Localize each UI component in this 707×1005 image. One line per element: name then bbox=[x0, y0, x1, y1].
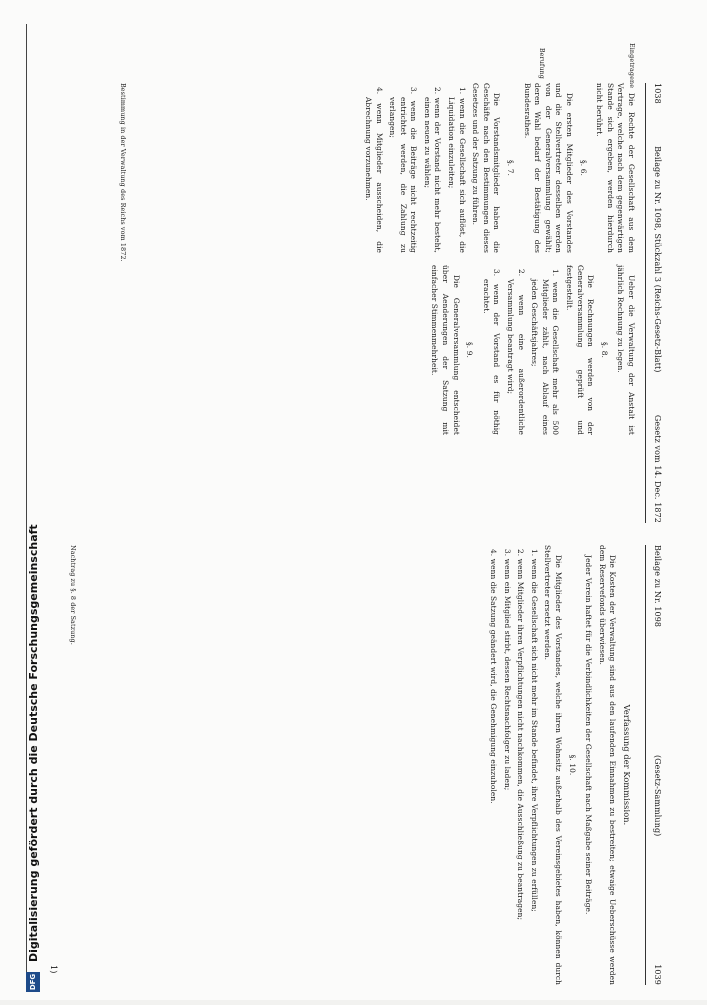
paragraph: Die Rechnungen werden von der Generalversammlung geprüft und festgestellt. bbox=[565, 265, 596, 435]
right-header-rule bbox=[645, 545, 646, 985]
paragraph: Die Generalversammlung entscheidet über Aenderungen der Satzung mit einfacher Stimmenmehrheit. bbox=[430, 265, 461, 435]
list-item: 3. wenn ein Mitglied stirbt, dessen Rechtsnachfolger zu laden; bbox=[502, 549, 512, 791]
section-number: §. 8. bbox=[599, 342, 609, 358]
side-note: Berufung bbox=[538, 47, 546, 79]
list-item: 4. wenn die Satzung geändert wird, die Genehmigung einzuholen. bbox=[489, 549, 499, 804]
corner-mark: 1) bbox=[49, 965, 58, 974]
footnote: Nachtrag zu §. 8 der Satzung. bbox=[69, 545, 77, 645]
left-running-head bbox=[651, 83, 662, 523]
list-item: 1. wenn die Gesellschaft sich auflöst, die Liquidation einzuleiten; bbox=[447, 87, 467, 253]
paragraph: Jeder Verein haftet für die Verbindlichkeiten der Gesellschaft nach Maßgabe seiner Beiträge. bbox=[584, 555, 594, 915]
funding-credit: Digitalisierung gefördert durch die Deutsche Forschungsgemeinschaft bbox=[26, 524, 40, 962]
list-item: 3. wenn die Beiträge nicht rechtzeitig entrichtet werden, die Zahlung zu verlangen; bbox=[388, 87, 419, 253]
dfg-logo-icon: DFG bbox=[26, 972, 40, 992]
left-page-date: Gesetz vom 14. Dec. 1872 bbox=[653, 414, 662, 523]
left-page-column-2 bbox=[426, 265, 636, 435]
paragraph: Ueber die Verwaltung der Anstalt ist jährlich Rechnung zu legen. bbox=[616, 265, 636, 435]
list-item: 2. wenn eine außerordentliche Versammlung beantragt wird; bbox=[506, 269, 526, 435]
digitization-banner bbox=[22, 0, 44, 1000]
paragraph: Die ersten Mitglieder des Vorstandes und die Stellvertreter desselben werden von der Generalversammlung gewählt; deren Wahl bedarf der Bestätigung des Bundesrathes. bbox=[522, 83, 575, 253]
section-number: §. 6. bbox=[578, 160, 588, 176]
list-item: 2. wenn Mitglieder ihren Verpflichtungen nicht nachkommen, die Ausschließung zu beantragen; bbox=[516, 549, 526, 921]
left-header-rule bbox=[645, 83, 646, 523]
rotated-page-spread bbox=[28, 43, 668, 1005]
right-page-body bbox=[484, 545, 636, 985]
side-note: Eingetragene bbox=[628, 43, 636, 89]
list-item: 1. wenn die Gesellschaft mehr als 500 Mitglieder zählt, nach Ablauf eines jeden Geschäftsjahres; bbox=[530, 269, 561, 435]
list-item: 3. wenn der Vorstand es für nöthig erachtet. bbox=[481, 269, 502, 435]
section-number: §. 9. bbox=[465, 342, 475, 358]
list-item: 1. wenn die Gesellschaft sich nicht mehr im Stande befindet, ihre Verpflichtungen zu erfüllen; bbox=[529, 549, 539, 912]
paragraph: Die Mitglieder des Vorstandes, welche ihren Wohnsitz außerhalb des Vereinsgebietes haben, können durch Stellvertreter ersetzt werden. bbox=[543, 545, 564, 985]
paragraph: Die Kosten der Verwaltung sind aus den laufenden Einnahmen zu bestreiten; etwaige Ueberschüsse werden dem Reservefonds überwiesen. bbox=[597, 545, 618, 985]
section-heading: Verfassung der Kommission. bbox=[622, 704, 632, 826]
list-item: 2. wenn der Vorstand nicht mehr besteht, einen neuen zu wählen; bbox=[422, 87, 443, 253]
list-item: 4. wenn Mitglieder ausscheiden, die Abrechnung vorzunehmen. bbox=[363, 87, 384, 253]
section-number: §. 7. bbox=[506, 160, 516, 176]
paragraph: Die Vorstandsmitglieder haben die Geschäfte nach den Bestimmungen dieses Gesetzes und der Satzung zu führen. bbox=[471, 83, 502, 253]
section-number: §. 10. bbox=[567, 754, 577, 776]
right-page-issue: (Gesetz-Sammlung) bbox=[653, 754, 662, 837]
right-running-head bbox=[651, 545, 662, 985]
right-page-prefix: Beilage zu Nr. 1098 bbox=[653, 545, 662, 628]
right-page-number: 1039 bbox=[653, 964, 662, 985]
left-page-prefix: 1038 bbox=[653, 83, 662, 104]
left-page-issue: Beilage zu Nr. 1098, Stückzahl 3 (Reichs-Gesetz-Blatt) bbox=[653, 146, 662, 373]
paragraph: Die Rechte der Gesellschaft aus dem Vertrage, welche nach dem gegenwärtigen Stande sich ergeben, werden hierdurch nicht berührt. bbox=[595, 83, 636, 253]
left-page-column-1 bbox=[359, 43, 636, 253]
footnote: Bestimmung in der Verwaltung des Reichs vom 1872. bbox=[119, 83, 127, 262]
